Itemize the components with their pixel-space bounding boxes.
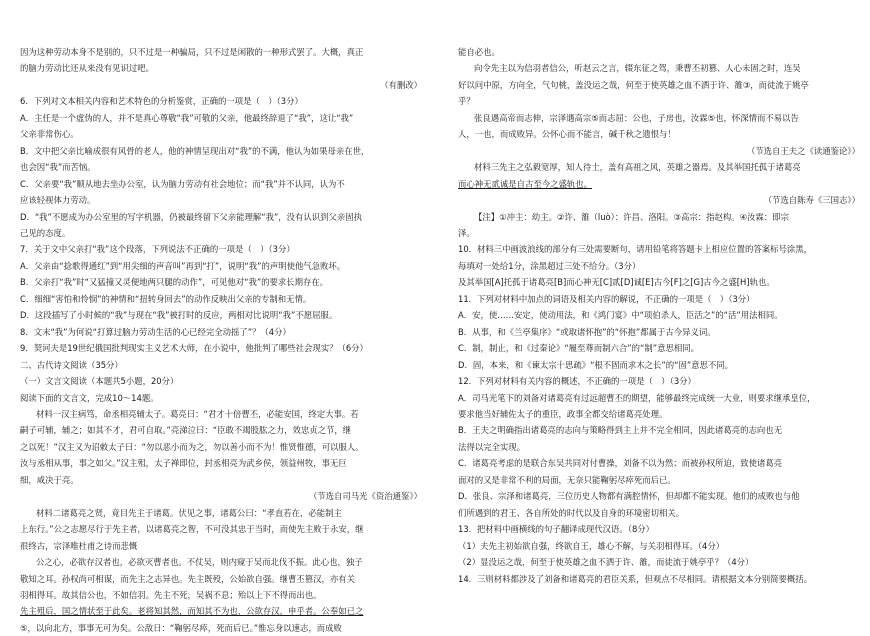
right-column-line: D．张良、宗泽和诸葛亮，三位历史人物都有满腔情怀，但却都不能实现。他们的成败也与他 <box>458 491 800 502</box>
right-column-line: A．安，使……安定，使动用法，和《鸿门宴》中“项伯杀人，臣活之”的“活”用法相同。 <box>458 310 783 321</box>
left-column-line: 材料二诸葛亮之贤，竟目先主于诸葛。伏见之事，诸葛公曰：“孝直若在，必能制主 <box>36 507 342 518</box>
right-column-line: 乎？ <box>458 96 475 107</box>
right-column-line: （2）显没运之哉，何至于使英雄之血不洒于许、雒，而徒流于姚亭乎？（4分） <box>458 557 754 568</box>
left-column-line: 应该轻视体力劳动。 <box>20 195 96 206</box>
right-column-line: 张良遇高帝而志伸，宗泽遇高宗⑤而志屈：公也，子房也，汝霖⑤也，怀深情而不易以告 <box>474 112 799 123</box>
left-column-line: A．主任是一个虚伪的人，并不是真心尊敬“我”可敬的父亲，他最终辞退了“我”，这让“我” <box>20 112 354 123</box>
right-column-line: D．固，本来，和《谏太宗十思疏》“根不固而求木之长”的“固”意思不同。 <box>458 359 734 370</box>
left-column-line: 先主殂后，国之情状至于此矣。老将知其然，而知其不为也，公欲存汉，申乎者。公奉如已之 <box>20 606 364 617</box>
right-column-line: C．诸葛亮考虑的是联合东吴共同对付曹操，刘备不以为然；而被孙权所迫，致使诸葛亮 <box>458 458 783 469</box>
right-column-line: C．制，制止，和《过秦论》“履至尊而制六合”的“制”意思相同。 <box>458 343 699 354</box>
left-column-line: D．“我”不愿成为办公室里的写字机器，仍被最终留下父亲能理解“我”，没有认识到父亲固执 <box>20 211 363 222</box>
left-column-line: （有删改） <box>380 79 422 90</box>
right-column <box>458 44 860 587</box>
left-column-line: B．文中把父亲比喻成很有风骨的老人，他的神情呈现出对“我”的不满，他认为如果母亲在世， <box>20 145 370 156</box>
left-column-line: 因为这种劳动本身不是别的，只不过是一种骗局，只不过是闲散的一种形式罢了。大概，真正 <box>20 47 364 57</box>
right-column-line: 们所遇到的君王、各自所处的时代以及自身的环境密切相关。 <box>458 507 685 518</box>
right-column-line: 泽。 <box>458 227 475 238</box>
right-column-line: 能自必也。 <box>458 47 500 57</box>
right-column-line: 好以问中原，方向全，气句桃，盖没运之哉，何至于使英雄之血不洒于许、雒③，而徒流于姚亭 <box>458 79 809 90</box>
left-column-line: ⑤，以向北方，事事无可为矣。公敌日：“鞠躬尽瘁，死而后已。”惟忘身以速志，而成败 <box>20 622 342 633</box>
left-column-line: C．细细“害怕和怜悯”的神情和“扭转身回去”的动作反映出父亲的专制和无情。 <box>20 293 312 304</box>
right-column-line: （节选自陈寿《三国志》） <box>763 195 860 206</box>
left-column-line: 汝与丞相从事，事之如父。”汉主殂，太子禅即位，封丞相亮为武乡侯，领益州牧，事无巨 <box>20 458 347 469</box>
left-column-line: 之以死！”汉主又为诏敕太子曰：“勿以恶小而为之，勿以善小而不为！惟贤惟德，可以服人。 <box>20 441 364 452</box>
left-column-line: 细，咸决于亮。 <box>20 474 79 485</box>
right-column-line: B．王夫之明确指出诸葛亮的志向与策略得到主上并不完全相同，因此诸葛亮的志向也无 <box>458 425 782 436</box>
left-column-line: D．这段插写了小时候的“我”与现在“我”被打时的反应，两相对比说明“我”不愿屈服。 <box>20 310 338 321</box>
left-column-line: 二、古代诗文阅读（35分） <box>20 359 123 370</box>
right-column-line: 要求他当好辅佐太子的重臣，政事全都交给诸葛亮处理。 <box>458 408 668 419</box>
right-column-line: 向令先主以为信羽者信公，听赵云之言，辍东征之驾，秉曹丕初篡、人心未固之时，连吴 <box>474 63 801 74</box>
right-column-line: 而心神无贰诚是自古至今之盛轨也。 <box>458 178 592 189</box>
left-column-line: 上东行。”公之志愿尽行于先主者，以诸葛亮之智，不可没其忠于当时，而使先主败于永安，继 <box>20 524 364 535</box>
left-column-line: 8．文末“我”为何说“打算过脑力劳动生活的心已经完全动摇了”？（4分） <box>20 326 291 337</box>
left-column-line: 9．契诃夫是19世纪俄国批判现实主义艺术大师，在小说中，他批判了哪些社会现实？（6分） <box>20 343 368 354</box>
right-column-line: 12．下列对材料有关内容的概述，不正确的一项是（ ）（3分） <box>458 376 696 387</box>
left-column-line: 羽相得耳。故其信公也，不如信羽。先主不死，吴祸不息；殆以上下不得而出也。 <box>20 589 322 600</box>
left-column-line: 敬知之耳。孙权尚可相谋，而先主之志异也。先主既殁，公始欲自强。继曹丕篡汉，亦有关 <box>20 573 355 584</box>
right-column-line: 材料三先主之弘毅宽厚，知人待士，盖有高祖之风，英雄之器焉。及其举国托孤于诸葛亮 <box>474 162 801 173</box>
right-column-line: 法得以完全实现。 <box>458 441 525 452</box>
right-column-line: 及其举国[A]托孤于诸葛亮[B]而心神无[C]贰[D]诚[E]古今[F]之[G]古今之盛[H]轨也。 <box>458 277 775 288</box>
left-column-line: （一）文言文阅读（本题共5小题，20分） <box>20 376 179 387</box>
left-column-line: 7．关于文中父亲打“我”这个段落，下列说法不正确的一项是（ ）（3分） <box>20 244 295 255</box>
left-column-line: 阅读下面的文言文，完成10～14题。 <box>20 392 159 403</box>
left-column-line: 公之心，必欲存汉者也，必欲灭曹者也。不仗吴，则内窥于吴而北伐不振。此心也，独子 <box>36 557 363 568</box>
right-column-line: （节选自王夫之《读通鉴论》） <box>746 145 860 156</box>
left-column-line: 很终古，宗泽唯杜甫之诗而悲慨 <box>20 540 138 551</box>
right-column-line: 每填对一处给1分，涂黑超过三处不给分。（3分） <box>458 260 641 271</box>
right-column-line: A．司马光笔下的刘备对诸葛亮有过远超曹丕的期望，能够最终完成统一大业，则要求继承皇位， <box>458 392 816 403</box>
right-column-line: 人，一也，而成败异。公怀心而不能言，碱千秋之遗恨与！ <box>458 129 676 140</box>
left-column-line: （节选自司马光《资治通鉴》） <box>308 491 422 502</box>
left-column-line: A．父亲由“捻歌得通红”到“用尖细的声音叫”再到“打”，说明“我”的声明使他气急败坏。 <box>20 260 346 271</box>
left-column-line: 嗣子可辅，辅之；如其不才，君可自取。”亮涕泣曰：“臣敢不竭股肱之力，效忠贞之节，继 <box>20 425 352 436</box>
left-column-line: 父亲非常伤心。 <box>20 129 79 140</box>
left-column-line: 也会因“我”而苦恼。 <box>20 162 96 173</box>
right-column-line: 面对的又是非常不利的局面，无奈只能鞠躬尽瘁死而后已。 <box>458 474 676 485</box>
right-column-line: B．从事，和《兰亭集序》“或取诸怀抱”的“怀抱”都属于古今异义词。 <box>458 326 716 337</box>
right-column-line: 10．材料三中画波浪线的部分有三处需要断句，请用铅笔将答题卡上相应位置的答案标号涂黑， <box>458 244 813 255</box>
left-column <box>20 44 422 636</box>
right-column-line: 13．把材料中画横线的句子翻译成现代汉语。（8分） <box>458 524 655 535</box>
left-column-line: 己见的态度。 <box>20 227 71 238</box>
left-column-line: 材料一汉主病笃，命丞相亮辅太子。葛亮曰：“君才十倍曹丕，必能安国，终定大事。若 <box>36 408 359 419</box>
right-column-line: 【注】①冲主：幼主。②许、雒（luò）：许昌、洛阳。③高宗：指赵构。④汝霖：即宗 <box>474 211 789 222</box>
left-column-line: 的脑力劳动比还从来没有见识过吧。 <box>20 63 154 74</box>
left-column-line: 6．下列对文本相关内容和艺术特色的分析鉴赏，正确的一项是（ ）（3分） <box>20 96 303 107</box>
right-column-line: 11．下列对材料中加点的词语及相关内容的解说，不正确的一项是（ ）（3分） <box>458 293 755 304</box>
left-column-line: B．父亲打“我”时“又猛撞又灵便地两只腿的动作”，可见他对“我”的要求长期存在。 <box>20 277 329 288</box>
right-column-line: （1）夫先主初始欲自强，终欲自王，雄心不解，与关羽相得耳。（4分） <box>458 540 725 551</box>
right-column-line: 14．三则材料都涉及了刘备和诸葛亮的君臣关系，但观点不尽相同。请根据文本分别简要概括。 <box>458 573 813 584</box>
left-column-line: C．父亲要“我”顺从地去坐办公室，认为脑力劳动有社会地位；而“我”并不认同，认为不 <box>20 178 345 189</box>
